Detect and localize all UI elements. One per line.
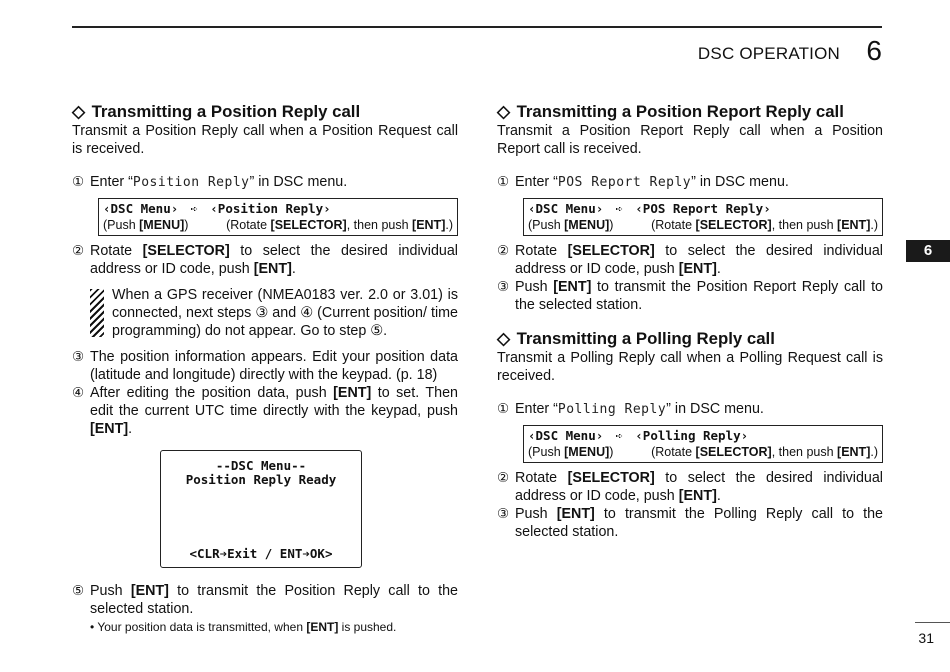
- lcd-line-2: Position Reply Ready: [185, 472, 337, 487]
- step-3: ③ Push [ENT] to transmit the Position Report Reply call to the selected station.: [497, 279, 883, 313]
- diamond-icon: ◇: [497, 102, 510, 121]
- step-1: ① Enter “Polling Reply” in DSC menu.: [497, 401, 764, 417]
- intro-text: Transmit a Position Report Reply call when a Position Report call is received.: [497, 123, 883, 157]
- step-4: ④ After editing the position data, push [ENT] to set. Then edit the current UTC time directly with the keypad, push [ENT].: [72, 385, 458, 437]
- step-2: ② Rotate [SELECTOR] to select the desired individual address or ID code, push [ENT].: [497, 243, 883, 277]
- diamond-icon: ◇: [497, 329, 510, 348]
- gps-note: When a GPS receiver (NMEA0183 ver. 2.0 or 3.01) is connected, next steps ③ and ④ (Current position/ time programming) do not appear. Go to step ⑤.: [90, 286, 458, 340]
- step-2: ② Rotate [SELECTOR] to select the desired individual address or ID code, push [ENT].: [72, 243, 458, 277]
- heading-position-reply: ◇ Transmitting a Position Reply call: [72, 102, 361, 121]
- menu-path-box: ‹DSC Menu› ➪ ‹Polling Reply› (Push [MENU]) (Rotate [SELECTOR], then push [ENT].): [523, 425, 883, 463]
- arrow-icon: ➪: [190, 201, 199, 216]
- chapter-number: 6: [866, 35, 882, 66]
- step-3: ③ The position information appears. Edit your position data (latitude and longitude) directly with the keypad. (p. 18): [72, 349, 458, 383]
- right-column: [497, 102, 883, 541]
- chapter-side-tab: 6: [906, 240, 950, 262]
- section-title: DSC OPERATION: [697, 44, 840, 63]
- menu-path-box: ‹DSC Menu› ➪ ‹POS Report Reply› (Push [MENU]) (Rotate [SELECTOR], then push [ENT].): [523, 198, 883, 236]
- left-column: [72, 102, 458, 636]
- intro-text: Transmit a Polling Reply call when a Polling Request call is received.: [497, 350, 883, 384]
- header-rule: [72, 26, 882, 28]
- note-hatch-icon: [90, 289, 104, 337]
- lcd-display: [160, 450, 362, 568]
- menu-item-name: Polling Reply: [557, 402, 667, 417]
- heading-position-report-reply: ◇ Transmitting a Position Report Reply call: [497, 102, 844, 121]
- step-3: ③ Push [ENT] to transmit the Polling Reply call to the selected station.: [497, 506, 884, 540]
- step-5: ⑤ Push [ENT] to transmit the Position Reply call to the selected station.: [72, 583, 458, 617]
- bullet-note: • Your position data is transmitted, when [ENT] is pushed.: [90, 620, 397, 634]
- menu-item-name: Position Reply: [132, 175, 250, 190]
- step-2: ② Rotate [SELECTOR] to select the desired individual address or ID code, push [ENT].: [497, 470, 883, 504]
- arrow-icon: ➪: [615, 428, 624, 443]
- page-number: 31: [918, 630, 934, 646]
- step-1: ① Enter “Position Reply” in DSC menu.: [72, 174, 348, 190]
- diamond-icon: ◇: [72, 102, 85, 121]
- arrow-icon: ➪: [615, 201, 624, 216]
- lcd-line-1: --DSC Menu--: [215, 458, 307, 473]
- menu-path-box: ‹DSC Menu› ➪ ‹Position Reply› (Push [MENU]) (Rotate [SELECTOR], then push [ENT].): [98, 198, 458, 236]
- heading-polling-reply: ◇ Transmitting a Polling Reply call: [497, 329, 775, 348]
- intro-text: Transmit a Position Reply call when a Position Request call is received.: [72, 123, 458, 157]
- menu-item-name: POS Report Reply: [557, 175, 692, 190]
- footer-rule: [915, 622, 950, 623]
- step-1: ① Enter “POS Report Reply” in DSC menu.: [497, 174, 789, 190]
- lcd-line-3: <CLR➔Exit / ENT➔OK>: [189, 546, 333, 561]
